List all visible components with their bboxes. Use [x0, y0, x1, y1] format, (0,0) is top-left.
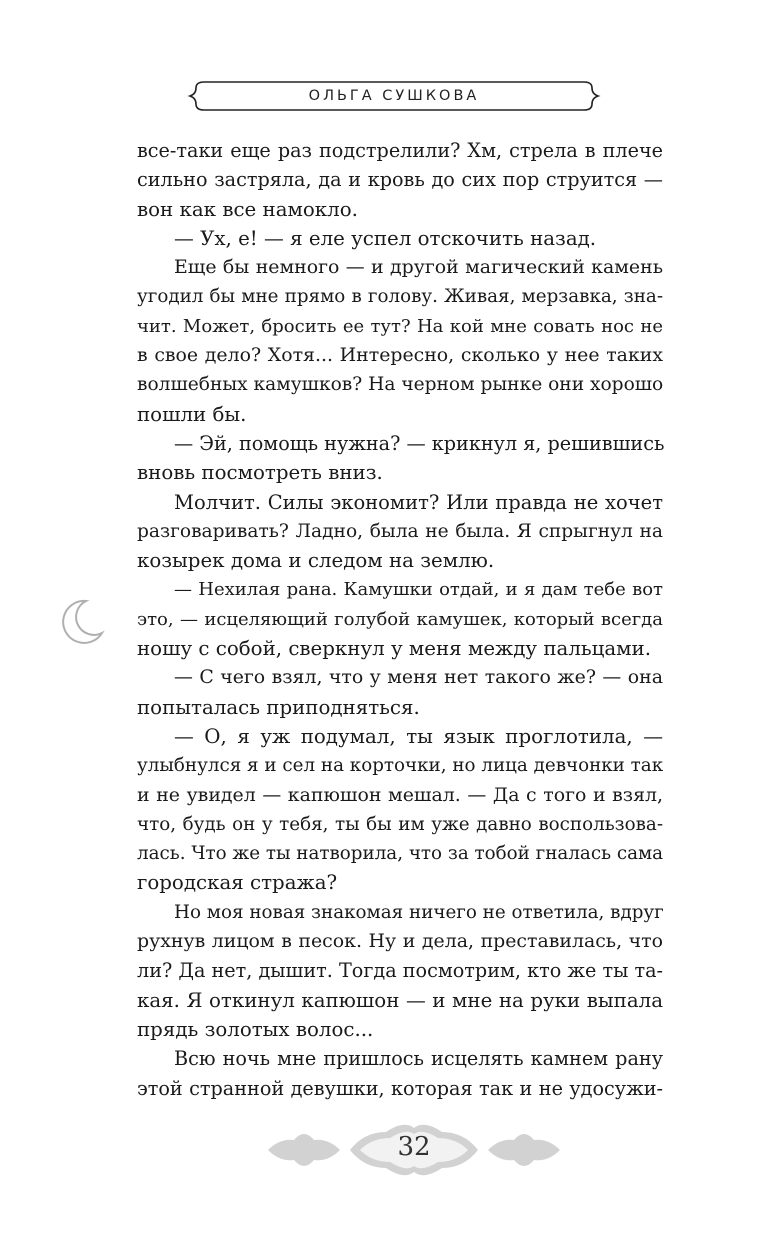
text-line: попыталась приподняться.	[137, 695, 420, 719]
text-line: это, — исцеляющий голубой камушек, который всегда	[137, 608, 663, 630]
page-number: 32	[397, 1132, 431, 1162]
text-line: вон как все намокло.	[137, 197, 358, 221]
text-line: сильно застряла, да и кровь до сих пор струится —	[137, 168, 663, 192]
author-name: ОЛЬГА СУШКОВА	[308, 88, 480, 104]
text-line: разговаривать? Ладно, была не была. Я спрыгнул на	[137, 520, 663, 542]
text-line: Всю ночь мне пришлось исцелять камнем рану	[174, 1047, 663, 1071]
text-line: этой странной девушки, которая так и не удосужи-	[137, 1076, 663, 1100]
text-line: чит. Может, бросить ее тут? На кой мне совать нос не	[137, 315, 663, 337]
text-line: — Эй, помощь нужна? — крикнул я, решившись	[174, 431, 665, 455]
page-footer	[264, 1118, 564, 1182]
text-line: городская стража?	[137, 871, 338, 895]
text-line: козырек дома и следом на землю.	[137, 549, 495, 573]
text-line: Еще бы немного — и другой магический камень	[174, 256, 663, 279]
running-header	[186, 76, 602, 116]
text-line: в свое дело? Хотя... Интересно, сколько у нее таких	[137, 344, 663, 367]
text-line: кая. Я откинул капюшон — и мне на руки выпала	[137, 988, 663, 1012]
text-line: прядь золотых волос...	[137, 1017, 374, 1041]
page-text	[137, 136, 663, 1103]
text-line: — С чего взял, что у меня нет такого же? — она	[174, 666, 663, 689]
text-line: — Ух, е! — я еле успел отскочить назад.	[174, 226, 597, 250]
text-line: вновь посмотреть вниз.	[137, 461, 383, 485]
text-line: угодил бы мне прямо в голову. Живая, мерзавка, зна-	[137, 286, 663, 308]
text-line: ношу с собой, сверкнул у меня между пальцами.	[137, 637, 652, 661]
text-line: лась. Что же ты натворила, что за тобой гналась сама	[137, 843, 664, 865]
text-line: все-таки еще раз подстрелили? Хм, стрела в плече	[137, 139, 663, 162]
text-line: — О, я уж подумал, ты язык проглотила, —	[174, 724, 663, 748]
text-line: улыбнулся я и сел на корточки, но лица девчонки так	[137, 755, 664, 777]
crescent-moon-icon	[56, 597, 106, 647]
text-line: и не увидел — капюшон мешал. — Да с того и взял,	[137, 783, 663, 806]
text-line: рухнув лицом в песок. Ну и дела, преставилась, что	[137, 930, 663, 953]
text-line: волшебных камушков? На черном рынке они хорошо	[137, 374, 664, 396]
text-line: что, будь он у тебя, ты бы им уже давно воспользова-	[137, 813, 663, 835]
text-line: ли? Да нет, дышит. Тогда посмотрим, кто же ты та-	[137, 959, 663, 983]
text-line: Но моя новая знакомая ничего не ответила, вдруг	[174, 901, 664, 923]
text-line: — Нехилая рана. Камушки отдай, и я дам тебе вот	[174, 579, 663, 601]
text-line: Молчит. Силы экономит? Или правда не хочет	[174, 490, 663, 514]
text-line: пошли бы.	[137, 402, 247, 426]
